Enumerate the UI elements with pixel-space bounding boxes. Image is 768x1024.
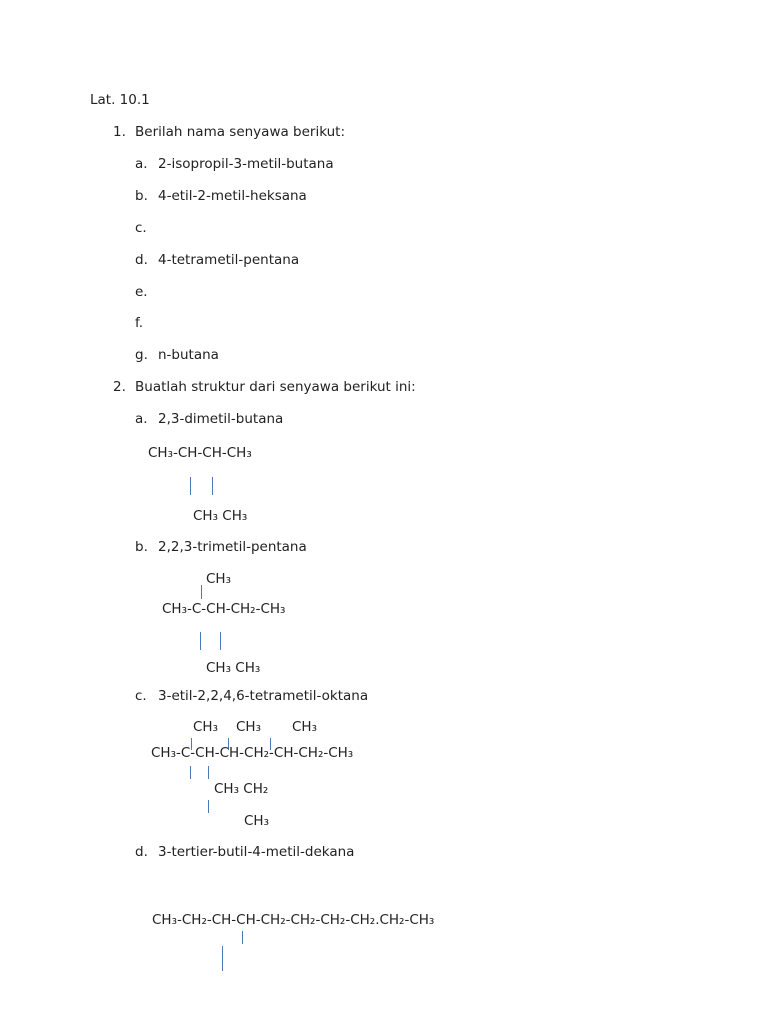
q2d-bond-line [222, 946, 223, 971]
q2b-top-substituent: CH₃ [206, 571, 231, 587]
q2b-bond-line [201, 585, 202, 599]
q2c-ethyl-end: CH₃ [244, 813, 269, 829]
q2c-bottom-substituents: CH₃ CH₂ [214, 781, 269, 797]
q1-item-g-letter: g. [135, 347, 148, 363]
q2b-main-chain: CH₃-C-CH-CH₂-CH₃ [162, 601, 286, 617]
q2a-main-chain: CH₃-CH-CH-CH₃ [148, 445, 252, 461]
q2-item-b-letter: b. [135, 539, 148, 555]
q2c-main-chain: CH₃-C-CH-CH-CH₂-CH-CH₂-CH₃ [151, 745, 354, 761]
q1-item-e-letter: e. [135, 284, 148, 300]
q2a-bond-line [212, 477, 213, 495]
exercise-title: Lat. 10.1 [90, 92, 150, 108]
q2-item-d-letter: d. [135, 844, 148, 860]
q2c-top-substituent-1: CH₃ [193, 719, 218, 735]
q1-item-a-answer: 2-isopropil-3-metil-butana [158, 156, 334, 172]
q2d-bond-line [242, 931, 243, 944]
q2a-substituents: CH₃ CH₃ [193, 508, 248, 524]
q1-item-f-letter: f. [135, 315, 144, 331]
q2-item-a-name: 2,3-dimetil-butana [158, 411, 284, 427]
q1-item-b-letter: b. [135, 188, 148, 204]
q2-item-b-name: 2,2,3-trimetil-pentana [158, 539, 307, 555]
q1-item-g-answer: n-butana [158, 347, 219, 363]
q2-item-d-name: 3-tertier-butil-4-metil-dekana [158, 844, 355, 860]
question-1-text: Berilah nama senyawa berikut: [135, 124, 346, 140]
q2c-bond-line [208, 766, 209, 779]
q2b-bond-line [200, 632, 201, 650]
q1-item-d-answer: 4-tetrametil-pentana [158, 252, 300, 268]
q2-item-c-letter: c. [135, 688, 147, 704]
q1-item-c-letter: c. [135, 220, 147, 236]
question-1-number: 1. [113, 124, 126, 140]
q2c-top-substituent-2: CH₃ [236, 719, 261, 735]
q2c-bond-line [190, 766, 191, 779]
question-2-number: 2. [113, 379, 126, 395]
q1-item-a-letter: a. [135, 156, 148, 172]
q2-item-a-letter: a. [135, 411, 148, 427]
q2d-main-chain: CH₃-CH₂-CH-CH-CH₂-CH₂-CH₂-CH₂.CH₂-CH₃ [152, 912, 435, 928]
q1-item-b-answer: 4-etil-2-metil-heksana [158, 188, 307, 204]
q2c-bond-line [208, 800, 209, 813]
q2-item-c-name: 3-etil-2,2,4,6-tetrametil-oktana [158, 688, 369, 704]
q2c-top-substituent-3: CH₃ [292, 719, 317, 735]
q1-item-d-letter: d. [135, 252, 148, 268]
q2a-bond-line [190, 477, 191, 495]
q2b-bond-line [220, 632, 221, 650]
q2b-bottom-substituents: CH₃ CH₃ [206, 660, 261, 676]
question-2-text: Buatlah struktur dari senyawa berikut ini: [135, 379, 416, 395]
